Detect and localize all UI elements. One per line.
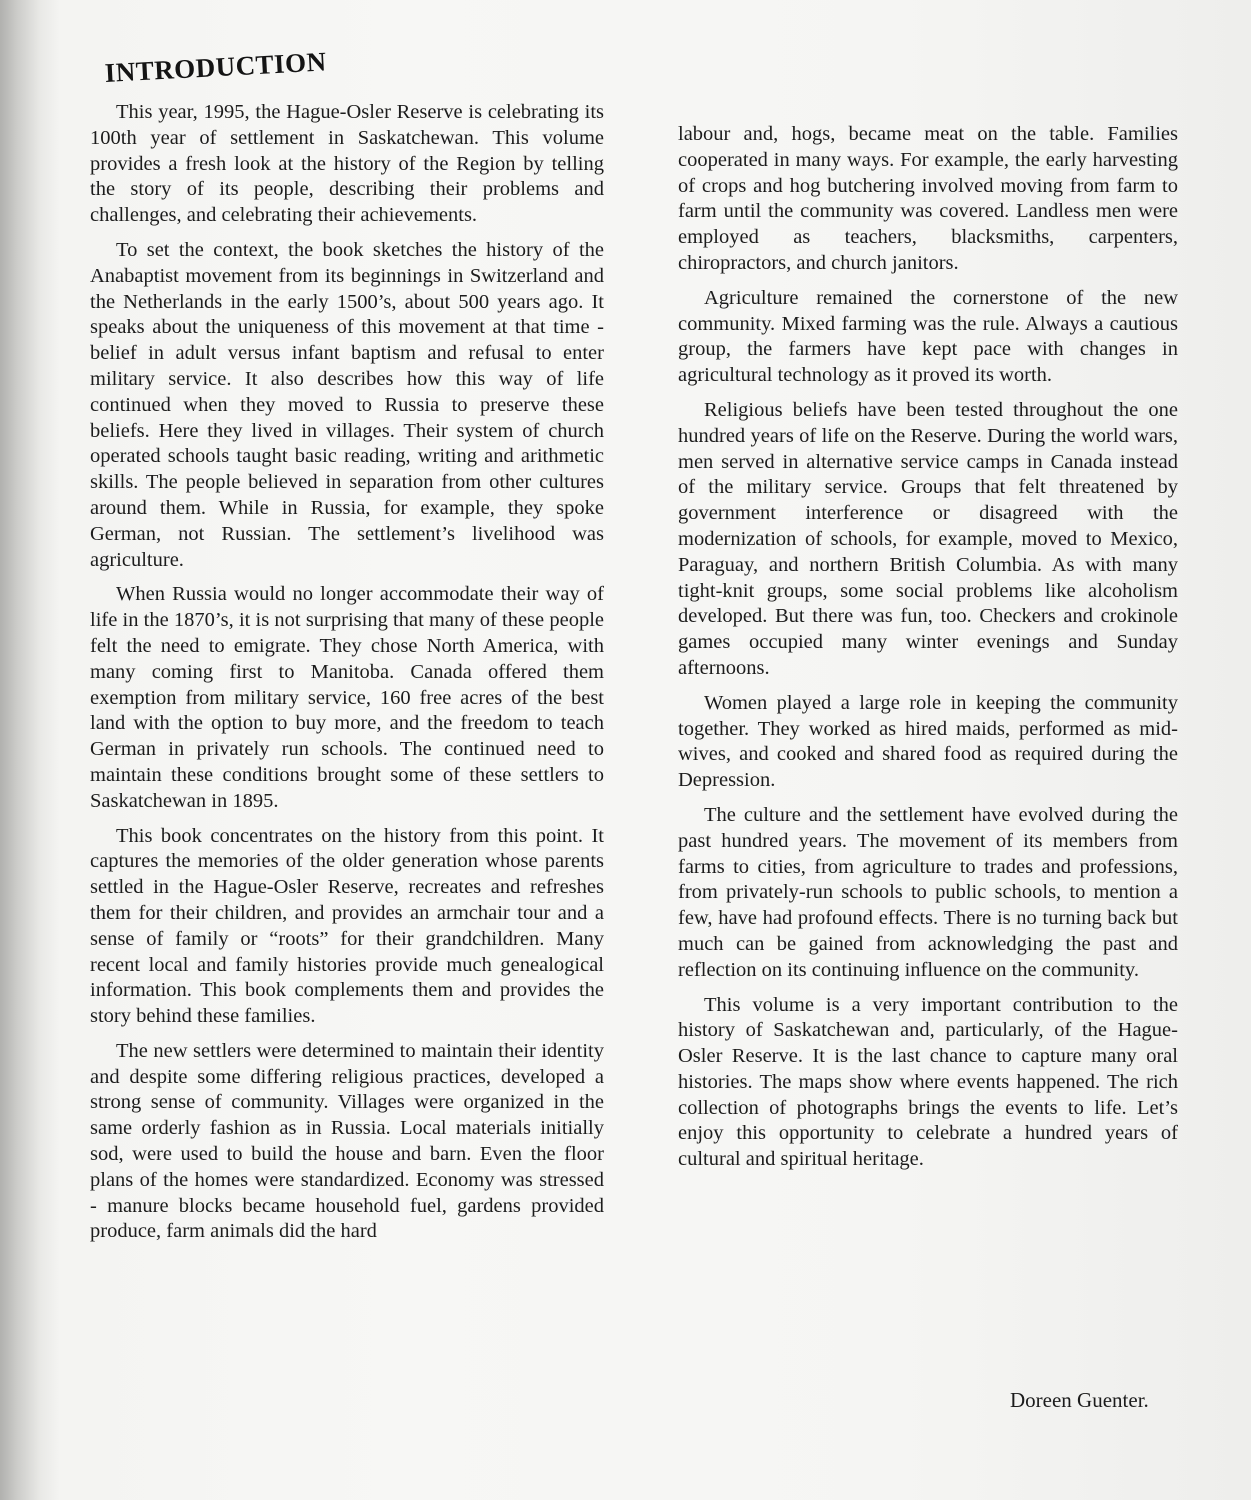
right-column (678, 122, 1178, 1182)
paragraph-left-1: This year, 1995, the Hague-Osler Reserve is celebrating its 100th year of settlement in Saskatchewan. This volume provides a fresh look at the history of the Region by telling the story of its people, describing their problems and challenges, and celebrating their achievements. (90, 101, 604, 227)
author-signature: Doreen Guenter. (1010, 1388, 1149, 1412)
paragraph-right-2: Agriculture remained the cornerstone of the new community. Mixed farming was the rule. Always a cautious group, the farmers have kept pace with changes in agricultural technology as it proved its worth. (678, 286, 1178, 387)
paragraph-right-3: Religious beliefs have been tested throughout the one hundred years of life on the Reserve. During the world wars, men served in alternative service camps in Canada instead of the military service. Groups that felt threatened by government interference or disagreed with the modernization of schools, for example, moved to Mexico, Paraguay, and northern British Columbia. As with many tight-knit groups, some social problems like alcoholism developed. But there was fun, too. Checkers and crokinole games occupied many winter evenings and Sunday afternoons. (678, 398, 1178, 679)
spine-shadow (0, 0, 40, 1500)
page-title: INTRODUCTION (104, 46, 328, 88)
paragraph-left-3: When Russia would no longer accommodate their way of life in the 1870’s, it is not surprising that many of these people felt the need to emigrate. They chose North America, with many coming first to Manitoba. Canada offered them exemption from military service, 160 free acres of the best land with the option to buy more, and the freedom to teach German in privately run schools. The continued need to maintain these conditions brought some of these settlers to Saskatchewan in 1895. (90, 583, 604, 812)
paragraph-right-4: Women played a large role in keeping the community together. They worked as hired maids, performed as mid-wives, and cooked and shared food as required during the Depression. (678, 691, 1178, 792)
paragraph-right-6: This volume is a very important contribution to the history of Saskatchewan and, particularly, of the Hague-Osler Reserve. It is the last chance to capture many oral histories. The maps show where events happened. The rich collection of photographs brings the events to life. Let’s enjoy this opportunity to celebrate a hundred years of cultural and spiritual heritage. (678, 993, 1178, 1171)
paragraph-left-4: This book concentrates on the history from this point. It captures the memories of the older generation whose parents settled in the Hague-Osler Reserve, recreates and refreshes them for their children, and provides an armchair tour and a sense of family or “roots” for their grandchildren. Many recent local and family histories provide much genealogical information. This book complements them and provides the story behind these families. (90, 824, 604, 1028)
paragraph-left-2: To set the context, the book sketches the history of the Anabaptist movement from its beginnings in Switzerland and the Netherlands in the early 1500’s, about 500 years ago. It speaks about the uniqueness of this movement at that time - belief in adult versus infant baptism and refusal to enter military service. It also describes how this way of life continued when they moved to Russia to preserve these beliefs. Here they lived in villages. Their system of church operated schools taught basic reading, writing and arithmetic skills. The people believed in separation from other cultures around them. While in Russia, for example, they spoke German, not Russian. The settlement’s livelihood was agriculture. (90, 238, 604, 571)
paragraph-right-5: The culture and the settlement have evolved during the past hundred years. The movement of its members from farms to cities, from agriculture to trades and professions, from privately-run schools to public schools, to mention a few, have had profound effects. There is no turning back but much can be gained from acknowledging the past and reflection on its continuing influence on the community. (678, 803, 1178, 981)
left-column (90, 100, 604, 1254)
paragraph-right-1: labour and, hogs, became meat on the table. Families cooperated in many ways. For example, the early harvesting of crops and hog butchering involved moving from farm to farm until the community was covered. Landless men were employed as teachers, blacksmiths, carpenters, chiropractors, and church janitors. (678, 123, 1178, 274)
paragraph-left-5: The new settlers were determined to maintain their identity and despite some differing religious practices, developed a strong sense of community. Villages were organized in the same orderly fashion as in Russia. Local materials initially sod, were used to build the house and barn. Even the floor plans of the homes were standardized. Economy was stressed - manure blocks became household fuel, gardens provided produce, farm animals did the hard (90, 1039, 604, 1243)
